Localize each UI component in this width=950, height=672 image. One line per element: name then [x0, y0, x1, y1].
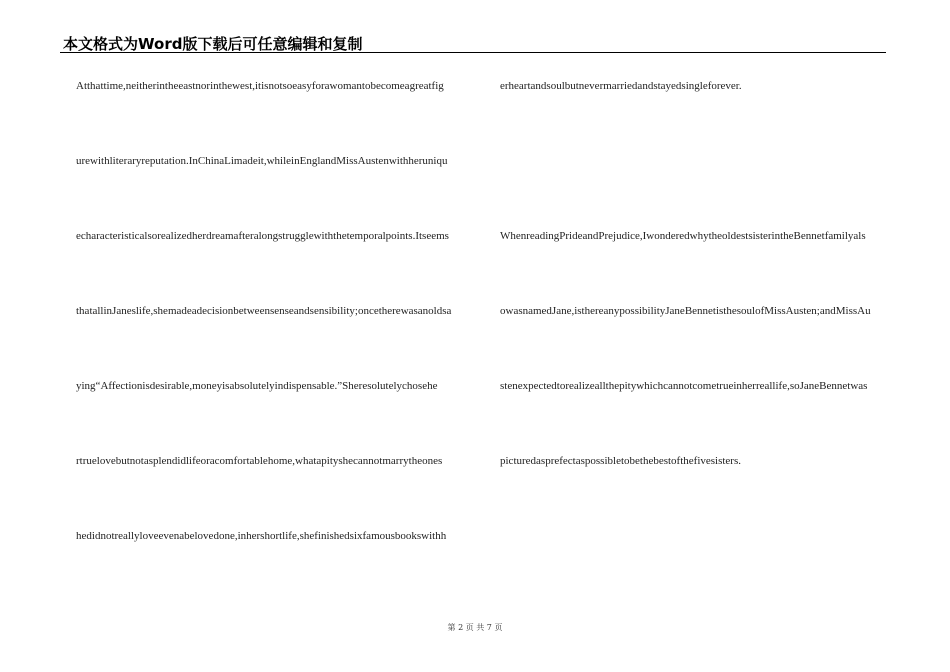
right-text-line: picturedasprefectaspossibletobethebestofthefivesisters. [500, 455, 742, 467]
left-text-line: echaracteristicalsorealizedherdreamafteralongstrugglewiththetemporalpoints.Itseems [76, 230, 449, 242]
page-number-footer: 第 2 页 共 7 页 [447, 623, 503, 632]
left-text-line: hedidnotreallyloveevenabelovedone,inhershortlife,shefinishedsixfamousbookswithh [76, 530, 447, 542]
right-text-line: WhenreadingPrideandPrejudice,IwonderedwhytheoldestsisterintheBennetfamilyals [500, 230, 866, 242]
left-text-line: urewithliteraryreputation.InChinaLimadeit,whileinEnglandMissAustenwithheruniqu [76, 155, 448, 167]
left-text-line: Atthattime,neitherintheeastnorinthewest,itisnotsoeasyforawomantobecomeagreatfig [76, 80, 444, 92]
right-text-line: erheartandsoulbutnevermarriedandstayedsingleforever. [500, 80, 742, 92]
right-text-line: stenexpectedtorealizeallthepitywhichcannotcometrueinherreallife,soJaneBennetwas [500, 380, 868, 392]
left-text-line: ying“Affectionisdesirable,moneyisabsolutelyindispensable.”Sheresolutelychosehe [76, 380, 438, 392]
header-divider [60, 52, 886, 53]
left-text-line: rtruelovebutnotasplendidlifeoracomfortablehome,whatapityshecannotmarrytheones [76, 455, 443, 467]
right-text-line: owasnamedJane,isthereanypossibilityJaneBennetisthesoulofMissAusten;andMissAu [500, 305, 871, 317]
left-text-line: thatallinJaneslife,shemadeadecisionbetweensenseandsensibility;oncetherewasanoldsa [76, 305, 452, 317]
document-header-title: 本文格式为Word版下载后可任意编辑和复制 [63, 35, 363, 53]
